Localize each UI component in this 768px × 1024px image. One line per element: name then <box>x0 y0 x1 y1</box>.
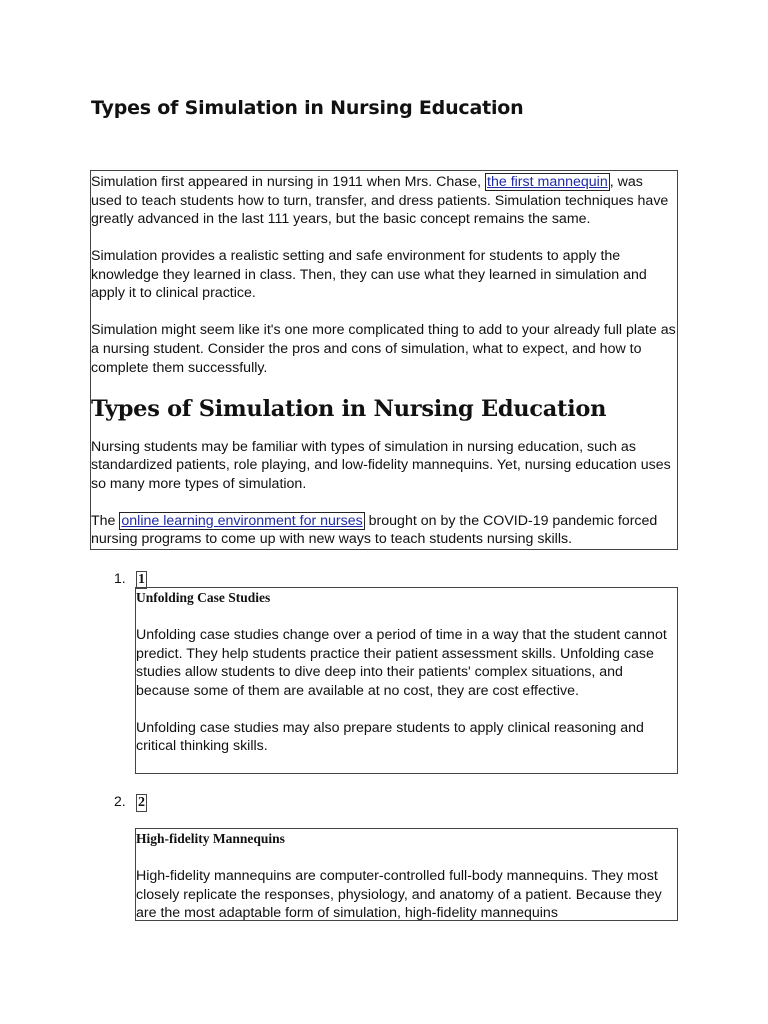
intro-p1-text-start: Simulation first appeared in nursing in 1911 when Mrs. Chase, <box>91 174 486 190</box>
intro-paragraph-1 <box>91 173 677 229</box>
item-paragraph: Unfolding case studies may also prepare students to apply clinical reasoning and critical thinking skills. <box>136 719 644 755</box>
list-marker-1 <box>114 569 147 589</box>
list-badge: 2 <box>138 795 145 810</box>
intro-paragraph-3: Simulation might seem like it's one more complicated thing to add to your already full plate as a nursing student. Consider the pros and cons of simulation, what to expect, and how to complete them successfully. <box>91 322 676 376</box>
intro-p5-text-start: The <box>91 512 120 529</box>
item-title: High-fidelity Mannequins <box>136 831 285 846</box>
item-paragraph: Unfolding case studies change over a period of time in a way that the student cannot predict. They help students practice their patient assessment skills. Unfolding case studies allow students to dive deep into their patients' complex situations, and because some of them are available at no cost, they are cost effective. <box>136 626 667 699</box>
list-marker-2 <box>114 792 147 812</box>
item-title: Unfolding Case Studies <box>136 590 271 605</box>
list-badge: 1 <box>138 572 145 587</box>
list-number: 1. <box>114 570 126 586</box>
intro-p1-text-end: , was used to teach students how to turn, transfer, and dress patients. Simulation techniques have greatly advanced in the last 111 years, but the basic concept remains the same. <box>91 174 669 228</box>
intro-paragraph-2: Simulation provides a realistic setting and safe environment for students to apply the knowledge they learned in class. Then, they can use what they learned in simulation and apply it to clinical practice. <box>91 248 647 302</box>
list-item-high-fidelity-mannequins <box>135 828 678 921</box>
page-title: Types of Simulation in Nursing Education <box>91 97 524 119</box>
intro-p5-text-end: brought on by the COVID-19 pandemic forced nursing programs to come up with new ways to teach students nursing skills. <box>91 512 658 548</box>
intro-paragraph-5 <box>91 512 677 549</box>
item-paragraph: High-fidelity mannequins are computer-controlled full-body mannequins. They most closely replicate the responses, physiology, and anatomy of a patient. Because they are the most adaptable form of simulation, high-fidelity mannequins <box>136 867 662 921</box>
intro-paragraph-4: Nursing students may be familiar with types of simulation in nursing education, such as standardized patients, role playing, and low-fidelity mannequins. Yet, nursing education uses so many more types of simulation. <box>91 438 671 492</box>
section-heading: Types of Simulation in Nursing Education <box>91 395 607 422</box>
intro-section <box>90 170 678 550</box>
list-item-unfolding-case-studies <box>135 587 678 774</box>
online-learning-link[interactable]: online learning environment for nurses <box>121 512 363 529</box>
list-number: 2. <box>114 793 126 809</box>
first-mannequin-link[interactable]: the first mannequin <box>487 174 608 190</box>
